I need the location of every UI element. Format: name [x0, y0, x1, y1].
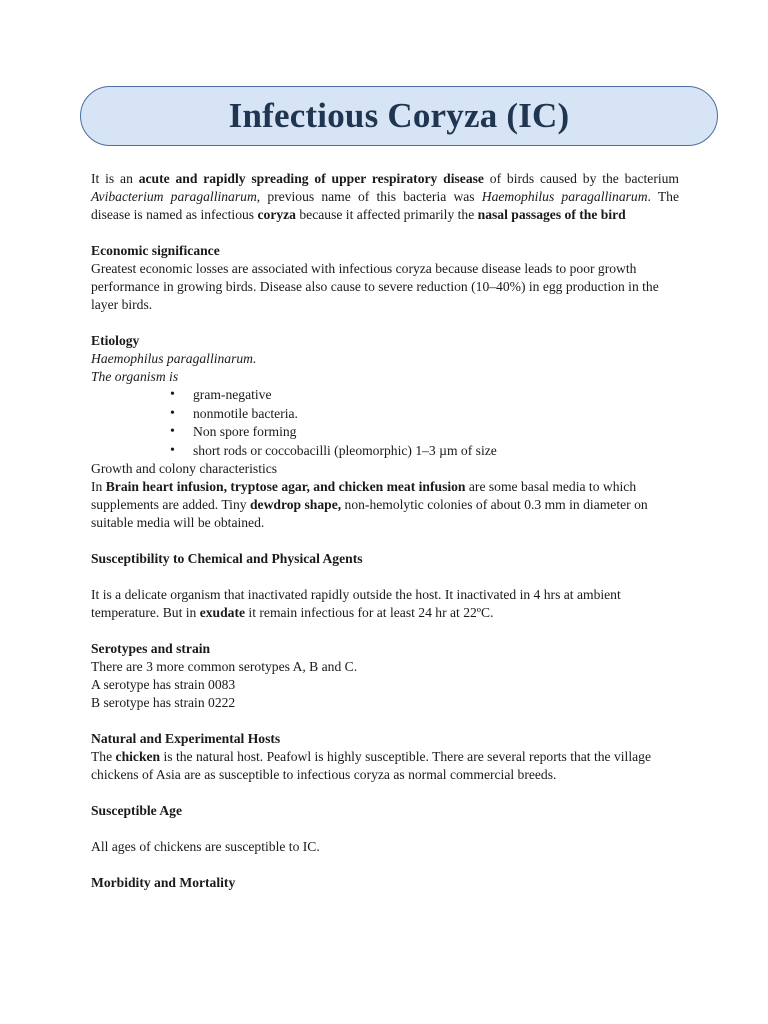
etiology-organism: Haemophilus paragallinarum. [91, 351, 257, 366]
hosts-text-1: The [91, 749, 116, 764]
intro-bold-disease: acute and rapidly spreading of upper respiratory disease [138, 171, 484, 186]
etiology-bullet-list [91, 386, 679, 460]
section-heading-etiology: Etiology [91, 333, 140, 348]
hosts-text-2: is the natural host. Peafowl is highly susceptible. There are several reports that the village chickens of Asia are as susceptible to infectious coryza as normal commercial breeds. [91, 749, 651, 782]
serotype-line: A serotype has strain 0083 [91, 677, 236, 692]
growth-bold-dewdrop: dewdrop shape, [249, 497, 342, 512]
agents-text-2: it remain infectious for at least 24 hr at 22ºC. [245, 605, 494, 620]
hosts-bold-chicken: chicken [115, 749, 161, 764]
growth-paragraph [91, 478, 679, 532]
growth-text-1: In [91, 479, 106, 494]
section-heading-susceptibility-agents: Susceptibility to Chemical and Physical Agents [91, 551, 363, 566]
economic-paragraph: Greatest economic losses are associated with infectious coryza because disease leads to poor growth performance in growing birds. Disease also cause to severe reduction (10–40%) in egg production in the layer birds. [91, 261, 659, 312]
section-heading-serotypes: Serotypes and strain [91, 641, 211, 656]
age-paragraph: All ages of chickens are susceptible to IC. [91, 839, 320, 854]
growth-text-3: non-hemolytic colonies of about 0.3 mm in diameter on suitable media will be obtained. [91, 497, 648, 530]
spacer [91, 532, 679, 550]
intro-text-3: , previous name of this bacteria was [256, 189, 482, 204]
document-body [91, 170, 679, 892]
hosts-paragraph [91, 748, 679, 784]
spacer [91, 622, 679, 640]
section-heading-economic: Economic significance [91, 243, 220, 258]
growth-heading: Growth and colony characteristics [91, 461, 278, 476]
intro-text-5: because it affected primarily the [295, 207, 478, 222]
section-heading-hosts: Natural and Experimental Hosts [91, 731, 281, 746]
spacer [91, 224, 679, 242]
list-item: • short rods or coccobacilli (pleomorphic) 1–3 µm of size [170, 442, 679, 461]
list-item: • Non spore forming [170, 423, 679, 442]
spacer [91, 784, 679, 802]
spacer [91, 568, 679, 586]
intro-paragraph [91, 170, 679, 224]
agents-text-1: It is a delicate organism that inactivated rapidly outside the host. It inactivated in 4 hrs at ambient temperature. But in [91, 587, 621, 620]
spacer [91, 314, 679, 332]
spacer [91, 856, 679, 874]
etiology-organism-is: The organism is [91, 369, 179, 384]
intro-italic-bacterium: Avibacterium paragallinarum [91, 189, 257, 204]
susceptibility-agents-paragraph [91, 586, 679, 622]
serotype-line: B serotype has strain 0222 [91, 695, 236, 710]
growth-bold-media: Brain heart infusion, tryptose agar, and chicken meat infusion [105, 479, 466, 494]
page-title: Infectious Coryza (IC) [228, 96, 570, 135]
intro-bold-nasal: nasal passages of the bird [477, 207, 626, 222]
agents-bold-exudate: exudate [199, 605, 246, 620]
intro-text-4: . The disease is named as infectious [91, 189, 680, 222]
intro-text-2: of birds caused by the bacterium [483, 171, 679, 186]
section-heading-age: Susceptible Age [91, 803, 183, 818]
section-heading-morbidity: Morbidity and Mortality [91, 875, 236, 890]
intro-italic-previous-name: Haemophilus paragallinarum [481, 189, 648, 204]
intro-bold-coryza: coryza [257, 207, 296, 222]
intro-text-1: It is an [91, 171, 139, 186]
spacer [91, 820, 679, 838]
serotype-line: There are 3 more common serotypes A, B and C. [91, 659, 358, 674]
spacer [91, 712, 679, 730]
growth-text-2: are some basal media to which supplements are added. Tiny [91, 479, 637, 512]
list-item: • gram-negative [170, 386, 679, 405]
title-banner [80, 86, 718, 146]
list-item: • nonmotile bacteria. [170, 405, 679, 424]
